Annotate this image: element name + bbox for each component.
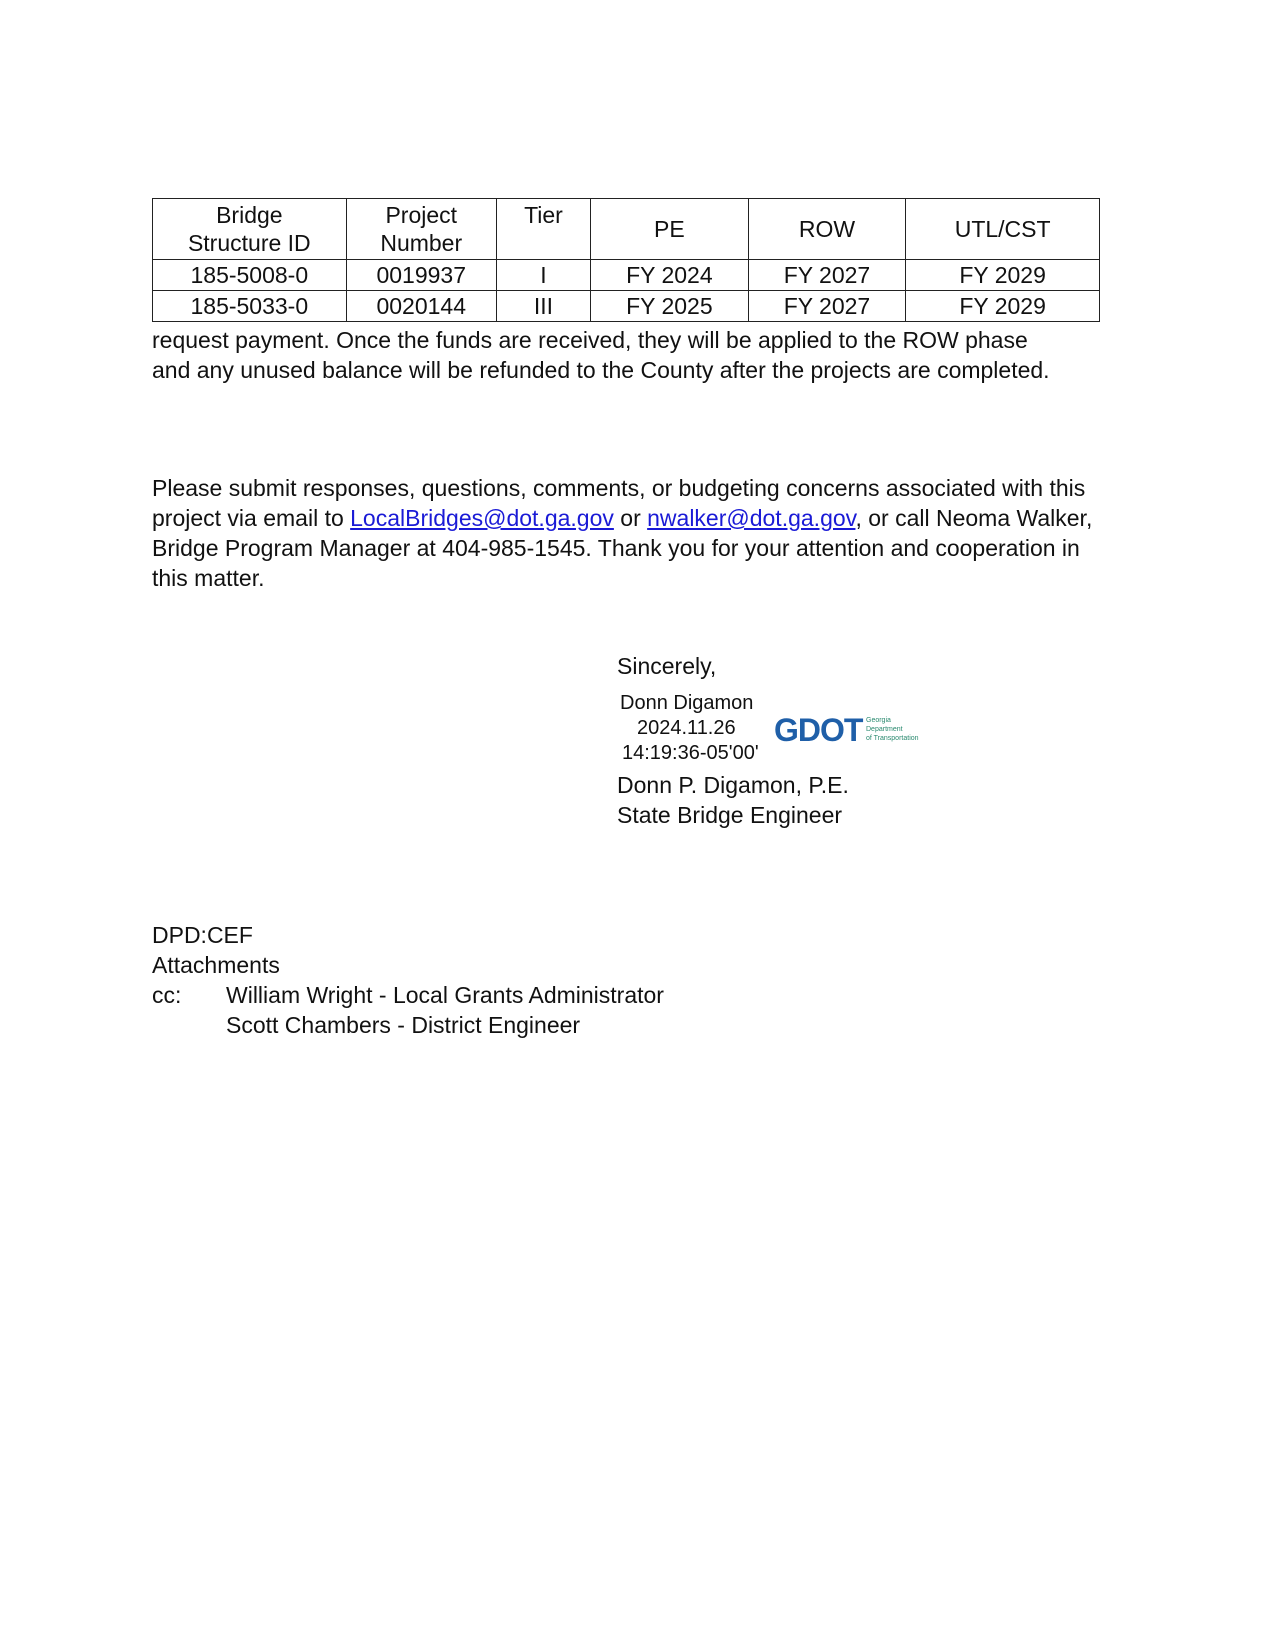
initials: DPD:CEF bbox=[152, 922, 253, 948]
cell-structure-id: 185-5008-0 bbox=[153, 260, 347, 291]
table-row bbox=[153, 291, 1100, 322]
signer-name: Donn P. Digamon, P.E. bbox=[617, 772, 849, 798]
cell-row: FY 2027 bbox=[748, 291, 906, 322]
cell-utl-cst: FY 2029 bbox=[906, 260, 1100, 291]
gdot-logo bbox=[774, 713, 934, 747]
cell-tier: I bbox=[496, 260, 590, 291]
digital-signature bbox=[620, 691, 759, 766]
signer-block bbox=[617, 770, 849, 830]
nwalker-email-link[interactable]: nwalker@dot.ga.gov bbox=[647, 505, 856, 531]
signature-time: 14:19:36-05'00' bbox=[622, 742, 759, 764]
signature-name: Donn Digamon bbox=[620, 692, 754, 714]
table-header-row bbox=[153, 199, 1100, 260]
cell-pe: FY 2024 bbox=[591, 260, 749, 291]
contact-paragraph: Please submit responses, questions, comments, or budgeting concerns associated with this project via email to LocalBridges@dot.ga.gov or nwalker@dot.ga.gov, or call Neoma Walker, Bridge Program Manager at 404-985-1545. Thank you for your attention and cooperation in this matter. bbox=[152, 475, 1093, 591]
localbridges-email-link[interactable]: LocalBridges@dot.ga.gov bbox=[350, 505, 614, 531]
header-pe: PE bbox=[591, 199, 749, 260]
bridge-schedule-table bbox=[152, 198, 1100, 322]
funding-paragraph: request payment. Once the funds are received, they will be applied to the ROW phase and any unused balance will be refunded to the County after the projects are completed. bbox=[152, 327, 1050, 383]
attachments-label: Attachments bbox=[152, 952, 280, 978]
cc-recipient: Scott Chambers - District Engineer bbox=[226, 1012, 581, 1038]
header-project-number: Project Number bbox=[346, 199, 496, 260]
header-utl-cst: UTL/CST bbox=[906, 199, 1100, 260]
table-row bbox=[153, 260, 1100, 291]
cell-tier: III bbox=[496, 291, 590, 322]
cc-recipient: William Wright - Local Grants Administrator bbox=[226, 982, 664, 1008]
gdot-wordmark: GDOT bbox=[774, 712, 863, 748]
cell-pe: FY 2025 bbox=[591, 291, 749, 322]
gdot-logo-subtitle: Georgia Department of Transportation bbox=[866, 717, 919, 742]
header-bridge-structure-id: Bridge Structure ID bbox=[153, 199, 347, 260]
cc-label: cc: bbox=[152, 982, 182, 1008]
signature-date: 2024.11.26 bbox=[637, 717, 736, 739]
cell-structure-id: 185-5033-0 bbox=[153, 291, 347, 322]
header-row: ROW bbox=[748, 199, 906, 260]
cc-line bbox=[152, 980, 664, 1010]
header-tier: Tier bbox=[496, 199, 590, 260]
cell-project-number: 0020144 bbox=[346, 291, 496, 322]
closing-salutation: Sincerely, bbox=[617, 653, 717, 679]
signer-title: State Bridge Engineer bbox=[617, 802, 843, 828]
letter-footer bbox=[152, 920, 664, 1040]
cell-utl-cst: FY 2029 bbox=[906, 291, 1100, 322]
cell-project-number: 0019937 bbox=[346, 260, 496, 291]
cell-row: FY 2027 bbox=[748, 260, 906, 291]
